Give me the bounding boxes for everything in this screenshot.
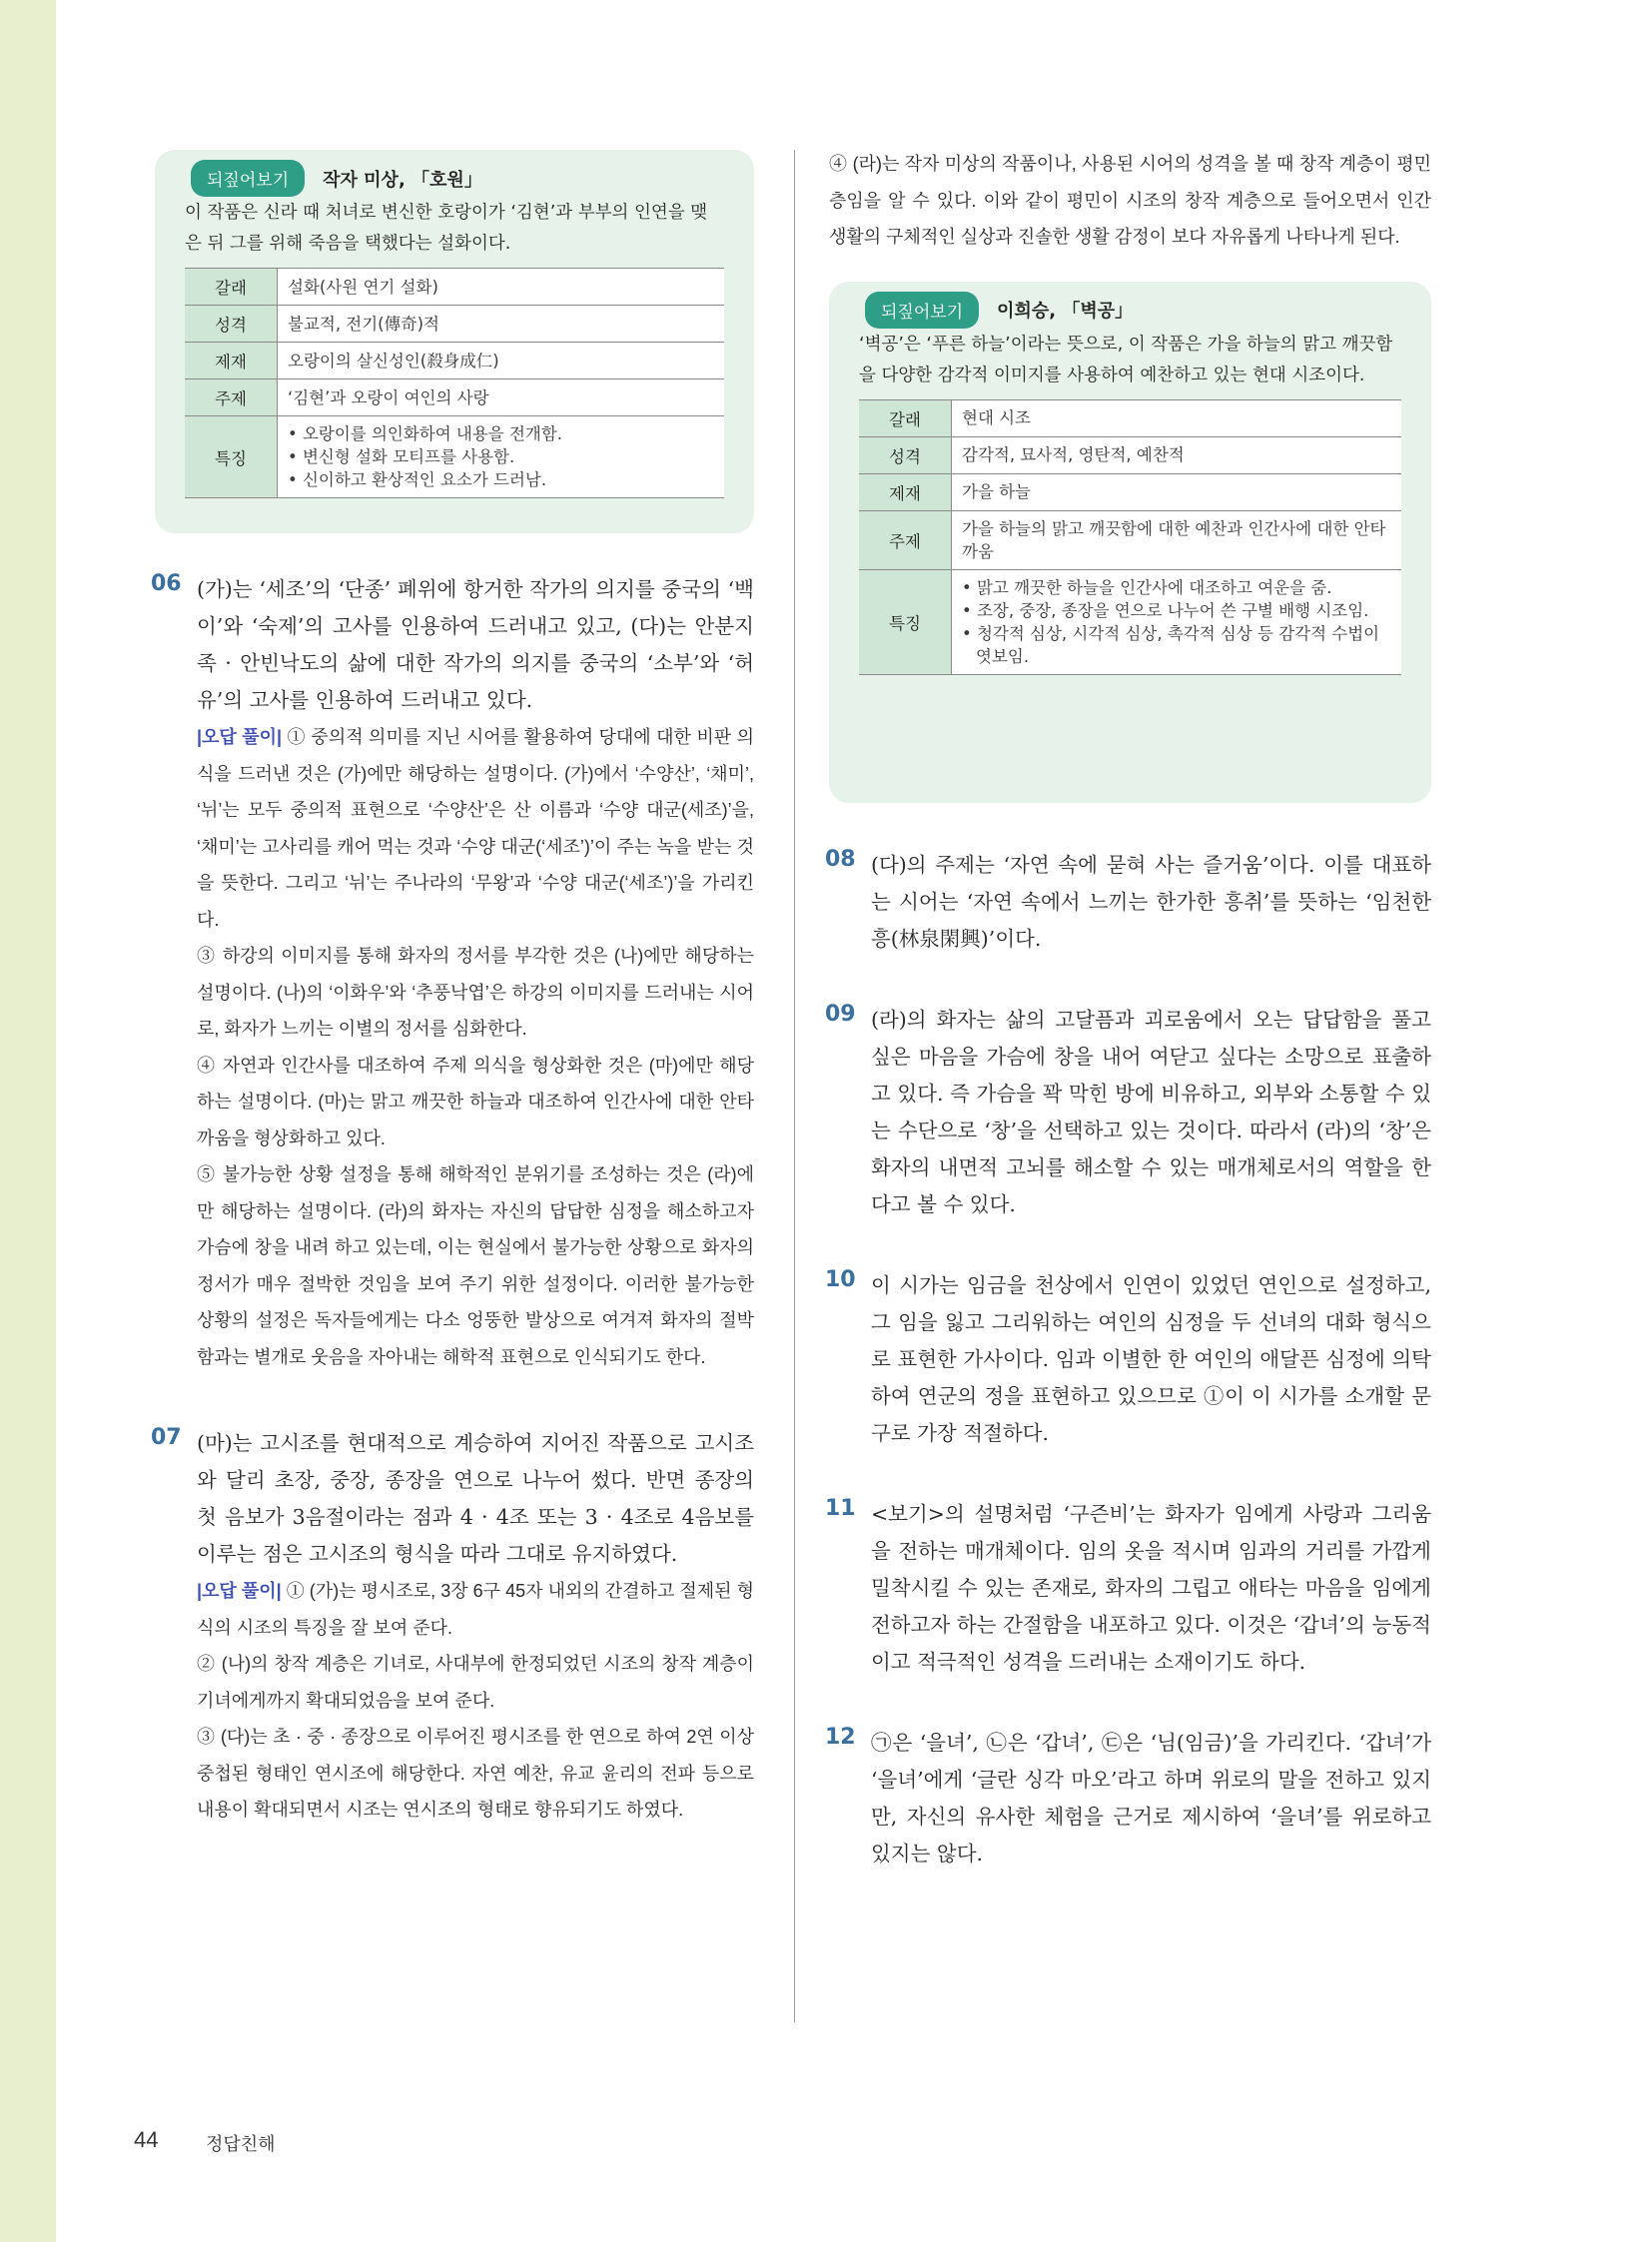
- row-value: 설화(사원 연기 설화): [278, 269, 725, 306]
- feature-list: [962, 576, 1391, 668]
- row-key: 성격: [859, 436, 952, 473]
- column-divider: [794, 150, 795, 2022]
- table-row: [859, 436, 1401, 473]
- answer-text: ㉠은 ‘을녀’, ㉡은 ‘갑녀’, ㉢은 ‘님(임금)’을 가리킨다. ‘갑녀’가 ‘을녀’에게 ‘글란 싱각 마오’라고 하며 위로의 말을 전하고 있지만, 자신의 유사한 체험을 근거로 제시하여 ‘을녀’를 위로하고 있지는 않다.: [871, 1730, 1431, 1866]
- feature-list: [288, 422, 714, 491]
- page-number: 44: [134, 2127, 159, 2152]
- info-box-byeokgong: [829, 282, 1431, 803]
- review-tab: 되짚어보기: [865, 292, 979, 329]
- list-item: • 청각적 심상, 시각적 심상, 촉각적 심상 등 감각적 수법이 엿보임.: [962, 622, 1391, 668]
- explanation-3: ③ (다)는 초 · 중 · 종장으로 이루어진 평시조를 한 연으로 하여 2연 이상 중첩된 형태인 연시조에 해당한다. 자연 예찬, 유교 윤리의 전파 등으로 내용이 확대되면서 시조는 연시조의 형태로 향유되기도 하였다.: [197, 1727, 754, 1820]
- row-value: 감각적, 묘사적, 영탄적, 예찬적: [952, 436, 1402, 473]
- row-key: 제재: [185, 343, 278, 379]
- info-box-title: 작자 미상, 「호원」: [323, 169, 482, 191]
- explanation-5: ⑤ 불가능한 상황 설정을 통해 해학적인 분위기를 조성하는 것은 (라)에만 해당하는 설명이다. (라)의 화자는 자신의 답답한 심정을 해소하고자 가슴에 창을 내려 하고 있는데, 이는 현실에서 불가능한 상황으로 화자의 정서가 매우 절박한 것임을 보여 주기 위한 설정이다. 이러한 불가능한 상황의 설정은 독자들에게는 다소 엉뚱한 발상으로 여겨져 화자의 절박함과는 별개로 웃음을 자아내는 해학적 표현으로 인식되기도 한다.: [197, 1164, 754, 1367]
- info-box-title: 이희승, 「벽공」: [997, 301, 1134, 322]
- question-number: 12: [825, 1724, 856, 1750]
- review-tab: 되짚어보기: [191, 160, 305, 197]
- table-row: [859, 510, 1401, 569]
- question-number: 11: [825, 1495, 856, 1521]
- info-box-header: [191, 160, 482, 197]
- row-key: 주제: [859, 510, 952, 569]
- table-row: [185, 269, 724, 306]
- answer-09: [825, 1001, 1431, 1223]
- answer-text: (다)의 주제는 ‘자연 속에 묻혀 사는 즐거움’이다. 이를 대표하는 시어는 ‘자연 속에서 느끼는 한가한 흥취’를 뜻하는 ‘임천한흥(林泉閑興)’이다.: [871, 852, 1431, 951]
- answer-07: [151, 1425, 754, 1829]
- info-table: [859, 399, 1401, 675]
- table-row: [185, 416, 724, 498]
- list-item: • 맑고 깨끗한 하늘을 인간사에 대조하고 여운을 줌.: [962, 576, 1391, 599]
- question-number: 10: [825, 1266, 856, 1292]
- answer-text: (가)는 ‘세조’의 ‘단종’ 폐위에 항거한 작가의 의지를 중국의 ‘백이’와 ‘숙제’의 고사를 인용하여 드러내고 있고, (다)는 안분지족 · 안빈낙도의 삶에 대한 작가의 의지를 중국의 ‘소부’와 ‘허유’의 고사를 인용하여 드러내고 있다.: [197, 577, 754, 712]
- row-key: 성격: [185, 306, 278, 343]
- question-number: 08: [825, 846, 856, 872]
- info-box-header: [865, 292, 1133, 329]
- info-box-howon: [155, 150, 754, 533]
- question-number: 09: [825, 1001, 856, 1027]
- row-value: 가을 하늘: [952, 473, 1402, 510]
- table-row: [859, 569, 1401, 674]
- row-value: [278, 416, 725, 498]
- explanation-1: ① 중의적 의미를 지닌 시어를 활용하여 당대에 대한 비판 의식을 드러낸 것은 (가)에만 해당하는 설명이다. (가)에서 ‘수양산’, ‘채미’, ‘뉘’는 모두 중의적 표현으로 ‘수양산’은 산 이름과 ‘수양 대군(세조)’을, ‘채미’는 고사리를 캐어 먹는 것과 ‘수양 대군(‘세조’)’이 주는 녹을 받는 것을 뜻한다. 그리고 ‘뉘’는 주나라의 ‘무왕’과 ‘수양 대군(‘세조’)’을 가리킨다.: [197, 727, 754, 930]
- table-row: [185, 343, 724, 379]
- row-value: 가을 하늘의 맑고 깨끗함에 대한 예찬과 인간사에 대한 안타까움: [952, 510, 1402, 569]
- wrong-label: |오답 풀이|: [197, 727, 283, 747]
- answer-08: [825, 846, 1431, 958]
- question-number: 07: [151, 1425, 182, 1450]
- explanation-3: ③ 하강의 이미지를 통해 화자의 정서를 부각한 것은 (나)에만 해당하는 설명이다. (나)의 ‘이화우’와 ‘추풍낙엽’은 하강의 이미지를 드러내는 시어로, 화자가 느끼는 이별의 정서를 심화한다.: [197, 946, 754, 1039]
- answer-10: [825, 1266, 1431, 1452]
- right-column: [825, 150, 1431, 1872]
- wrong-explanation: [197, 719, 754, 938]
- wrong-label: |오답 풀이|: [197, 1581, 282, 1601]
- row-value: [952, 569, 1402, 674]
- row-key: 갈래: [185, 269, 278, 306]
- info-box-desc: ‘벽공’은 ‘푸른 하늘’이라는 뜻으로, 이 작품은 가을 하늘의 맑고 깨끗함을 다양한 감각적 이미지를 사용하여 예찬하고 있는 현대 시조이다.: [859, 334, 1393, 385]
- footer-label: 정답친해: [206, 2134, 276, 2155]
- wrong-explanation: [197, 1573, 754, 1646]
- row-value: ‘김현’과 오랑이 여인의 사랑: [278, 379, 725, 416]
- explanation-4: ④ 자연과 인간사를 대조하여 주제 의식을 형상화한 것은 (마)에만 해당하는 설명이다. (마)는 맑고 깨끗한 하늘과 대조하여 인간사에 대한 안타까움을 형상화하고 있다.: [197, 1055, 754, 1148]
- list-item: • 오랑이를 의인화하여 내용을 전개함.: [288, 422, 714, 445]
- row-value: 오랑이의 살신성인(殺身成仁): [278, 343, 725, 379]
- explanation-4-cont: ④ (라)는 작자 미상의 작품이나, 사용된 시어의 성격을 볼 때 창작 계층이 평민층임을 알 수 있다. 이와 같이 평민이 시조의 창작 계층으로 들어오면서 인간 생활의 구체적인 실상과 진솔한 생활 감정이 보다 자유롭게 나타나게 된다.: [829, 154, 1431, 247]
- info-table: [185, 268, 724, 498]
- list-item: • 변신형 설화 모티프를 사용함.: [288, 445, 714, 468]
- answer-text: (마)는 고시조를 현대적으로 계승하여 지어진 작품으로 고시조와 달리 초장, 중장, 종장을 연으로 나누어 썼다. 반면 종장의 첫 음보가 3음절이라는 점과 4 · 4조 또는 3 · 4조로 4음보를 이루는 점은 고시조의 형식을 따라 그대로 유지하였다.: [197, 1431, 754, 1566]
- list-item: • 신이하고 환상적인 요소가 드러남.: [288, 468, 714, 491]
- explanation-2: ② (나)의 창작 계층은 기녀로, 사대부에 한정되었던 시조의 창작 계층이 기녀에게까지 확대되었음을 보여 준다.: [197, 1654, 754, 1711]
- answer-text: <보기>의 설명처럼 ‘구즌비’는 화자가 임에게 사랑과 그리움을 전하는 매개체이다. 임의 옷을 적시며 임과의 거리를 가깝게 밀착시킬 수 있는 존재로, 화자의 그립고 애타는 마음을 임에게 전하고자 하는 간절함을 내포하고 있다. 이것은 ‘갑녀’의 능동적이고 적극적인 성격을 드러내는 소재이기도 하다.: [871, 1501, 1431, 1674]
- answer-11: [825, 1495, 1431, 1681]
- info-box-desc: 이 작품은 신라 때 처녀로 변신한 호랑이가 ‘김현’과 부부의 인연을 맺은 뒤 그를 위해 죽음을 택했다는 설화이다.: [185, 203, 708, 254]
- row-value: 불교적, 전기(傳奇)적: [278, 306, 725, 343]
- row-key: 주제: [185, 379, 278, 416]
- table-row: [185, 379, 724, 416]
- table-row: [859, 473, 1401, 510]
- table-row: [185, 306, 724, 343]
- table-row: [859, 399, 1401, 436]
- answer-06: [151, 571, 754, 1375]
- answer-text: (라)의 화자는 삶의 고달픔과 괴로움에서 오는 답답함을 풀고 싶은 마음을 가슴에 창을 내어 여닫고 싶다는 소망으로 표출하고 있다. 즉 가슴을 꽉 막힌 방에 비유하고, 외부와 소통할 수 있는 수단으로 ‘창’을 선택하고 있는 것이다. 따라서 (라)의 ‘창’은 화자의 내면적 고뇌를 해소할 수 있는 매개체로서의 역할을 한다고 볼 수 있다.: [871, 1007, 1431, 1216]
- answer-12: [825, 1724, 1431, 1872]
- explanation-1: ① (가)는 평시조로, 3장 6구 45자 내외의 간결하고 절제된 형식의 시조의 특징을 잘 보여 준다.: [197, 1581, 754, 1638]
- row-key: 특징: [185, 416, 278, 498]
- answer-text: 이 시가는 임금을 천상에서 인연이 있었던 연인으로 설정하고, 그 임을 잃고 그리워하는 여인의 심정을 두 선녀의 대화 형식으로 표현한 가사이다. 임과 이별한 한 여인의 애달픈 심정에 의탁하여 연군의 정을 표현하고 있으므로 ①이 이 시가를 소개할 문구로 가장 적절하다.: [871, 1272, 1431, 1445]
- row-value: 현대 시조: [952, 399, 1402, 436]
- row-key: 제재: [859, 473, 952, 510]
- list-item: • 조장, 중장, 종장을 연으로 나누어 쓴 구별 배행 시조임.: [962, 599, 1391, 622]
- question-number: 06: [151, 571, 182, 596]
- row-key: 특징: [859, 569, 952, 674]
- row-key: 갈래: [859, 399, 952, 436]
- side-strip: [0, 0, 56, 2242]
- left-column: [151, 150, 754, 1829]
